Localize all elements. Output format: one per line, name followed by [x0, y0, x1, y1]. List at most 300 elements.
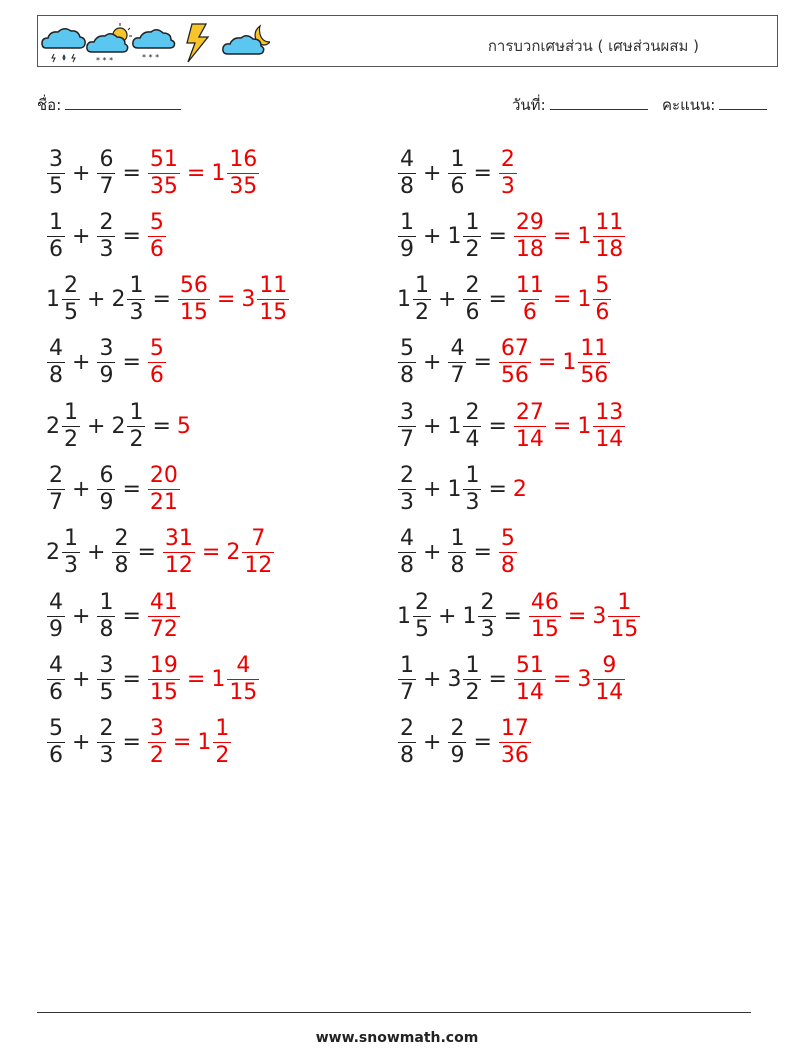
addend-b-fraction: [448, 338, 466, 387]
answer: [147, 652, 260, 705]
answer-mixed-term: [577, 209, 626, 262]
addend-b-denominator: 7: [450, 363, 465, 389]
addend-b-denominator: 9: [99, 490, 114, 515]
addend-a-numerator: 1: [400, 652, 414, 678]
answer-mixed-denominator: 35: [229, 173, 258, 199]
plus-sign: +: [72, 160, 91, 186]
addend-a-fraction: [47, 465, 65, 514]
addend-b-numerator: 1: [450, 526, 465, 552]
math-problem: [46, 206, 167, 266]
addend-b-fraction: [448, 528, 466, 577]
answer-improper-numerator: 5: [149, 336, 164, 362]
answer-mixed-fraction: [608, 589, 640, 642]
answer-improper-term: [498, 146, 518, 199]
answer-improper-fraction: [499, 146, 517, 199]
answer: [177, 414, 192, 439]
answer-improper-term: [147, 652, 181, 705]
addend-a-whole: 1: [397, 287, 411, 313]
addend-a-fraction: [62, 399, 80, 452]
answer-improper-numerator: 19: [149, 652, 178, 678]
math-problem: [397, 713, 532, 773]
equals-sign: =: [552, 223, 572, 249]
answer-improper-fraction: [514, 209, 546, 262]
answer-improper-fraction: [163, 528, 195, 577]
answer-mixed-whole: 1: [197, 730, 212, 756]
answer-improper-fraction: [148, 589, 180, 642]
addend-a-denominator: 6: [49, 743, 63, 769]
addend-b-numerator: 1: [99, 589, 114, 615]
answer-improper-fraction: [148, 652, 180, 705]
addend-a-numerator: 2: [64, 273, 78, 299]
equals-sign: =: [488, 223, 507, 249]
addend-a-numerator: 1: [400, 209, 414, 235]
answer-mixed-term: [241, 275, 290, 324]
addend-a-term: [46, 652, 66, 705]
answer-mixed-term: [592, 589, 641, 642]
equals-sign: =: [172, 730, 192, 756]
answer-improper-denominator: 72: [149, 616, 178, 642]
addend-b-denominator: 5: [99, 679, 114, 705]
answer-improper-fraction: [148, 338, 166, 387]
addend-b-fraction: [97, 589, 115, 642]
addend-b-whole: 2: [111, 413, 126, 439]
addend-a-fraction: [413, 589, 431, 642]
answer-improper-denominator: 56: [500, 363, 529, 389]
answer-mixed-term: [577, 399, 626, 452]
addend-b-denominator: 8: [99, 616, 114, 642]
score-blank[interactable]: [719, 95, 767, 110]
addend-b-term: [96, 465, 116, 514]
answer-mixed-denominator: 15: [610, 616, 639, 642]
addend-a-fraction: [47, 338, 65, 387]
addend-a-fraction: [62, 275, 80, 324]
addend-b-fraction: [448, 146, 466, 199]
worksheet-header: [37, 15, 778, 67]
addend-a-term: [397, 275, 432, 324]
addend-a-term: [397, 589, 432, 642]
addend-a-denominator: 7: [400, 679, 414, 705]
math-problem: [397, 143, 518, 203]
answer: [162, 528, 275, 577]
addend-a-numerator: 3: [400, 399, 414, 425]
addend-a-denominator: 5: [64, 300, 78, 326]
moon-cloud-snow-icon: [223, 26, 270, 54]
equals-sign: =: [473, 350, 492, 376]
answer-mixed-fraction: [593, 652, 625, 705]
addend-b-denominator: 3: [99, 743, 114, 769]
addend-b-term: [111, 528, 131, 577]
equals-sign: =: [137, 540, 156, 566]
footer-divider: [37, 1012, 751, 1013]
name-blank[interactable]: [65, 95, 181, 110]
equals-sign: =: [488, 477, 507, 502]
equals-sign: =: [488, 413, 507, 439]
addend-b-numerator: 3: [99, 652, 114, 678]
addend-b-denominator: 8: [450, 553, 465, 579]
answer-improper-denominator: 14: [515, 679, 544, 705]
answer-improper-denominator: 8: [500, 553, 515, 579]
addend-b-numerator: 2: [480, 589, 495, 615]
answer-improper-numerator: 41: [149, 589, 178, 615]
equals-sign: =: [122, 350, 141, 376]
addend-a-denominator: 8: [400, 553, 414, 579]
weather-icons: [40, 18, 270, 64]
addend-a-term: [46, 528, 81, 577]
answer-improper-term: [528, 589, 562, 642]
plus-sign: +: [423, 223, 442, 249]
equals-sign: =: [503, 603, 522, 629]
answer: [147, 718, 232, 767]
equals-sign: =: [122, 666, 141, 692]
addend-b-numerator: 1: [465, 209, 480, 235]
plus-sign: +: [72, 477, 91, 502]
date-blank[interactable]: [550, 95, 648, 110]
answer: [147, 209, 167, 262]
answer-improper-denominator: 15: [149, 679, 178, 705]
answer-improper-term: [498, 338, 532, 387]
answer-mixed-whole: 3: [241, 287, 256, 313]
answer-improper-fraction: [499, 528, 517, 577]
addend-b-numerator: 2: [99, 716, 114, 742]
answer-mixed-fraction: [593, 399, 625, 452]
answer-improper-term: [513, 209, 547, 262]
addend-b-numerator: 3: [99, 336, 114, 362]
addend-a-term: [397, 399, 417, 452]
answer-improper-term: [147, 146, 181, 199]
addend-b-term: [447, 146, 467, 199]
score-label: คะแนน:: [662, 96, 716, 114]
addend-a-denominator: 5: [415, 616, 429, 642]
addend-b-fraction: [97, 652, 115, 705]
answer-improper-numerator: 3: [149, 716, 164, 742]
answer-improper-fraction: [148, 718, 166, 767]
lightning-icon: [187, 24, 208, 62]
addend-a-numerator: 1: [64, 399, 78, 425]
answer-mixed-term: [197, 718, 232, 767]
answer-improper-denominator: 6: [522, 300, 537, 326]
addend-a-fraction: [398, 399, 416, 452]
addend-b-term: [447, 718, 467, 767]
answer: [147, 465, 181, 514]
plus-sign: +: [72, 666, 91, 692]
answer-mixed-whole: 1: [577, 223, 592, 249]
addend-a-numerator: 2: [415, 589, 429, 615]
addend-a-denominator: 8: [400, 743, 414, 769]
addend-b-whole: 1: [447, 223, 462, 249]
addend-b-term: [96, 146, 116, 199]
answer-improper-numerator: 46: [530, 589, 559, 615]
answer-improper-denominator: 6: [149, 236, 164, 262]
plus-sign: +: [423, 477, 442, 502]
addend-b-fraction: [478, 589, 496, 642]
addend-b-fraction: [97, 338, 115, 387]
answer: [513, 275, 612, 324]
plus-sign: +: [87, 413, 106, 439]
answer-improper-fraction: [529, 589, 561, 642]
addend-a-term: [46, 146, 66, 199]
addend-a-numerator: 4: [400, 526, 414, 552]
svg-text:* * *: * * *: [142, 53, 160, 62]
answer-mixed-term: [562, 338, 611, 387]
addend-a-term: [46, 275, 81, 324]
addend-b-denominator: 7: [99, 173, 114, 199]
addend-b-term: [96, 718, 116, 767]
worksheet-title: การบวกเศษส่วน ( เศษส่วนผสม ): [487, 37, 699, 55]
addend-a-whole: 1: [397, 603, 411, 629]
answer-mixed-numerator: 5: [595, 273, 610, 299]
answer-mixed-whole: 1: [211, 666, 226, 692]
addend-b-term: [96, 209, 116, 262]
math-problem: [46, 270, 290, 330]
addend-b-fraction: [127, 275, 145, 324]
answer-mixed-fraction: [578, 338, 610, 387]
math-problem: [46, 460, 181, 520]
addend-b-denominator: 6: [465, 300, 480, 326]
equals-sign: =: [537, 350, 557, 376]
addend-a-fraction: [47, 589, 65, 642]
math-problem: [46, 143, 260, 203]
addend-b-term: [462, 275, 482, 324]
addend-b-denominator: 3: [129, 300, 144, 326]
plus-sign: +: [72, 730, 91, 756]
addend-b-fraction: [463, 652, 481, 705]
addend-a-numerator: 4: [49, 336, 63, 362]
addend-a-denominator: 8: [49, 363, 63, 389]
answer-mixed-denominator: 14: [595, 426, 624, 452]
svg-text:* * *: * * *: [96, 56, 114, 64]
equals-sign: =: [152, 287, 171, 313]
addend-b-term: [462, 589, 497, 642]
addend-a-fraction: [398, 338, 416, 387]
answer-improper-fraction: [499, 338, 531, 387]
answer-mixed-numerator: 11: [595, 209, 624, 235]
answer-mixed-fraction: [227, 652, 259, 705]
answer: [147, 146, 260, 199]
addend-a-term: [397, 528, 417, 577]
math-problem: [46, 396, 192, 456]
answer-improper-term: [513, 399, 547, 452]
answer-improper-denominator: 21: [149, 490, 178, 515]
answer-improper-term: [513, 477, 528, 502]
addend-b-whole: 3: [447, 666, 462, 692]
addend-b-denominator: 4: [465, 426, 480, 452]
answer-improper-numerator: 51: [515, 652, 544, 678]
addend-b-denominator: 6: [450, 173, 465, 199]
addend-b-term: [96, 652, 116, 705]
addend-b-term: [447, 652, 482, 705]
answer-mixed-term: [211, 146, 260, 199]
math-problem: [397, 333, 611, 393]
answer-improper-numerator: 5: [500, 526, 515, 552]
addend-b-denominator: 2: [465, 679, 480, 705]
addend-a-term: [397, 146, 417, 199]
addend-a-denominator: 7: [49, 490, 63, 515]
answer: [498, 528, 518, 577]
addend-a-denominator: 6: [49, 236, 63, 262]
answer-improper-term: [513, 275, 547, 324]
answer: [147, 338, 167, 387]
plus-sign: +: [423, 730, 442, 756]
addend-b-fraction: [97, 718, 115, 767]
equals-sign: =: [122, 603, 141, 629]
math-problem: [397, 523, 518, 583]
answer: [177, 275, 290, 324]
equals-sign: =: [488, 666, 507, 692]
plus-sign: +: [423, 540, 442, 566]
addend-a-numerator: 5: [49, 716, 63, 742]
addend-b-numerator: 2: [450, 716, 465, 742]
answer: [147, 589, 181, 642]
answer-improper-denominator: 2: [149, 743, 164, 769]
addend-a-term: [397, 209, 417, 262]
equals-sign: =: [122, 477, 141, 502]
addend-b-term: [447, 465, 482, 514]
addend-a-denominator: 8: [400, 363, 414, 389]
equals-sign: =: [201, 540, 221, 566]
addend-a-term: [46, 718, 66, 767]
equals-sign: =: [216, 287, 236, 313]
answer-improper-fraction: [178, 275, 210, 324]
answer-improper-denominator: 6: [149, 363, 164, 389]
addend-a-denominator: 9: [49, 616, 63, 642]
plus-sign: +: [423, 160, 442, 186]
answer-improper-term: [147, 589, 181, 642]
answer-mixed-whole: 1: [577, 287, 592, 313]
plus-sign: +: [438, 603, 457, 629]
answer-improper-numerator: 5: [149, 209, 164, 235]
equals-sign: =: [567, 603, 587, 629]
equals-sign: =: [552, 413, 572, 439]
addend-a-denominator: 5: [49, 173, 63, 199]
math-problem: [46, 333, 167, 393]
addend-a-fraction: [398, 718, 416, 767]
answer-mixed-term: [211, 652, 260, 705]
answer-improper-numerator: 51: [149, 146, 178, 172]
equals-sign: =: [186, 160, 206, 186]
addend-b-term: [447, 399, 482, 452]
answer-mixed-denominator: 12: [244, 553, 273, 579]
answer-mixed-term: [577, 275, 612, 324]
addend-b-numerator: 2: [465, 399, 480, 425]
answer-improper-denominator: 15: [530, 616, 559, 642]
answer-mixed-numerator: 4: [236, 652, 251, 678]
answer-improper-numerator: 67: [500, 336, 529, 362]
cloud-snow-icon: [133, 30, 175, 62]
math-problem: [46, 586, 181, 646]
answer-mixed-numerator: 11: [259, 273, 288, 299]
addend-a-denominator: 3: [64, 553, 78, 579]
answer: [513, 399, 626, 452]
addend-b-whole: 1: [462, 603, 477, 629]
equals-sign: =: [122, 160, 141, 186]
equals-sign: =: [122, 223, 141, 249]
addend-b-fraction: [463, 399, 481, 452]
answer-mixed-whole: 1: [577, 413, 592, 439]
plus-sign: +: [423, 350, 442, 376]
addend-b-whole: 2: [111, 287, 126, 313]
addend-b-term: [447, 209, 482, 262]
addend-a-denominator: 2: [64, 426, 78, 452]
addend-a-term: [46, 589, 66, 642]
addend-b-numerator: 4: [450, 336, 465, 362]
addend-b-numerator: 1: [129, 399, 144, 425]
addend-a-fraction: [47, 652, 65, 705]
plus-sign: +: [423, 413, 442, 439]
addend-a-fraction: [398, 465, 416, 514]
answer-improper-denominator: 14: [515, 426, 544, 452]
addend-a-fraction: [47, 718, 65, 767]
answer-improper-fraction: [499, 718, 531, 767]
addend-b-numerator: 2: [465, 273, 480, 299]
answer-improper-fraction: [514, 275, 546, 324]
addend-a-fraction: [398, 146, 416, 199]
equals-sign: =: [473, 160, 492, 186]
math-problem: [46, 649, 260, 709]
addend-b-term: [447, 528, 467, 577]
addend-b-numerator: 2: [99, 209, 114, 235]
plus-sign: +: [72, 223, 91, 249]
sun-cloud-snow-icon: [87, 23, 132, 64]
math-problem: [397, 270, 612, 330]
answer-improper-numerator: 11: [515, 273, 544, 299]
answer-mixed-denominator: 6: [595, 300, 610, 326]
addend-a-term: [397, 338, 417, 387]
date-label: วันที่:: [512, 96, 546, 114]
answer-mixed-fraction: [242, 528, 274, 577]
addend-b-fraction: [463, 465, 481, 514]
math-problem: [397, 460, 528, 520]
answer-improper-denominator: 35: [149, 173, 178, 199]
addend-b-numerator: 1: [450, 146, 465, 172]
addend-b-term: [96, 338, 116, 387]
answer-improper-term: [147, 718, 167, 767]
answer-improper-term: [147, 209, 167, 262]
addend-a-numerator: 2: [49, 463, 63, 488]
equals-sign: =: [186, 666, 206, 692]
addend-a-numerator: 4: [49, 589, 63, 615]
answer-mixed-fraction: [593, 209, 625, 262]
addend-a-fraction: [398, 209, 416, 262]
addend-a-numerator: 2: [400, 716, 414, 742]
answer-improper-numerator: 20: [149, 463, 178, 488]
answer-improper-fraction: [148, 465, 180, 514]
answer-mixed-fraction: [213, 718, 231, 767]
answer-mixed-denominator: 2: [215, 743, 230, 769]
addend-b-term: [447, 338, 467, 387]
answer: [498, 718, 532, 767]
answer-mixed-numerator: 1: [617, 589, 632, 615]
addend-a-fraction: [47, 209, 65, 262]
answer-mixed-fraction: [227, 146, 259, 199]
answer-improper-term: [177, 275, 211, 324]
answer-improper-whole: 5: [176, 413, 191, 439]
answer-improper-term: [162, 528, 196, 577]
answer-mixed-whole: 3: [592, 603, 607, 629]
answer-mixed-numerator: 9: [602, 652, 617, 678]
math-problem: [397, 586, 641, 646]
addend-a-denominator: 7: [400, 426, 414, 452]
addend-b-fraction: [97, 465, 115, 514]
addend-b-term: [111, 275, 146, 324]
addend-b-denominator: 3: [480, 616, 495, 642]
addend-b-term: [96, 589, 116, 642]
addend-b-denominator: 2: [129, 426, 144, 452]
addend-b-numerator: 1: [129, 273, 144, 299]
equals-sign: =: [552, 666, 572, 692]
answer-mixed-numerator: 7: [251, 526, 266, 552]
answer-mixed-fraction: [257, 275, 289, 324]
addend-a-denominator: 2: [415, 300, 429, 326]
